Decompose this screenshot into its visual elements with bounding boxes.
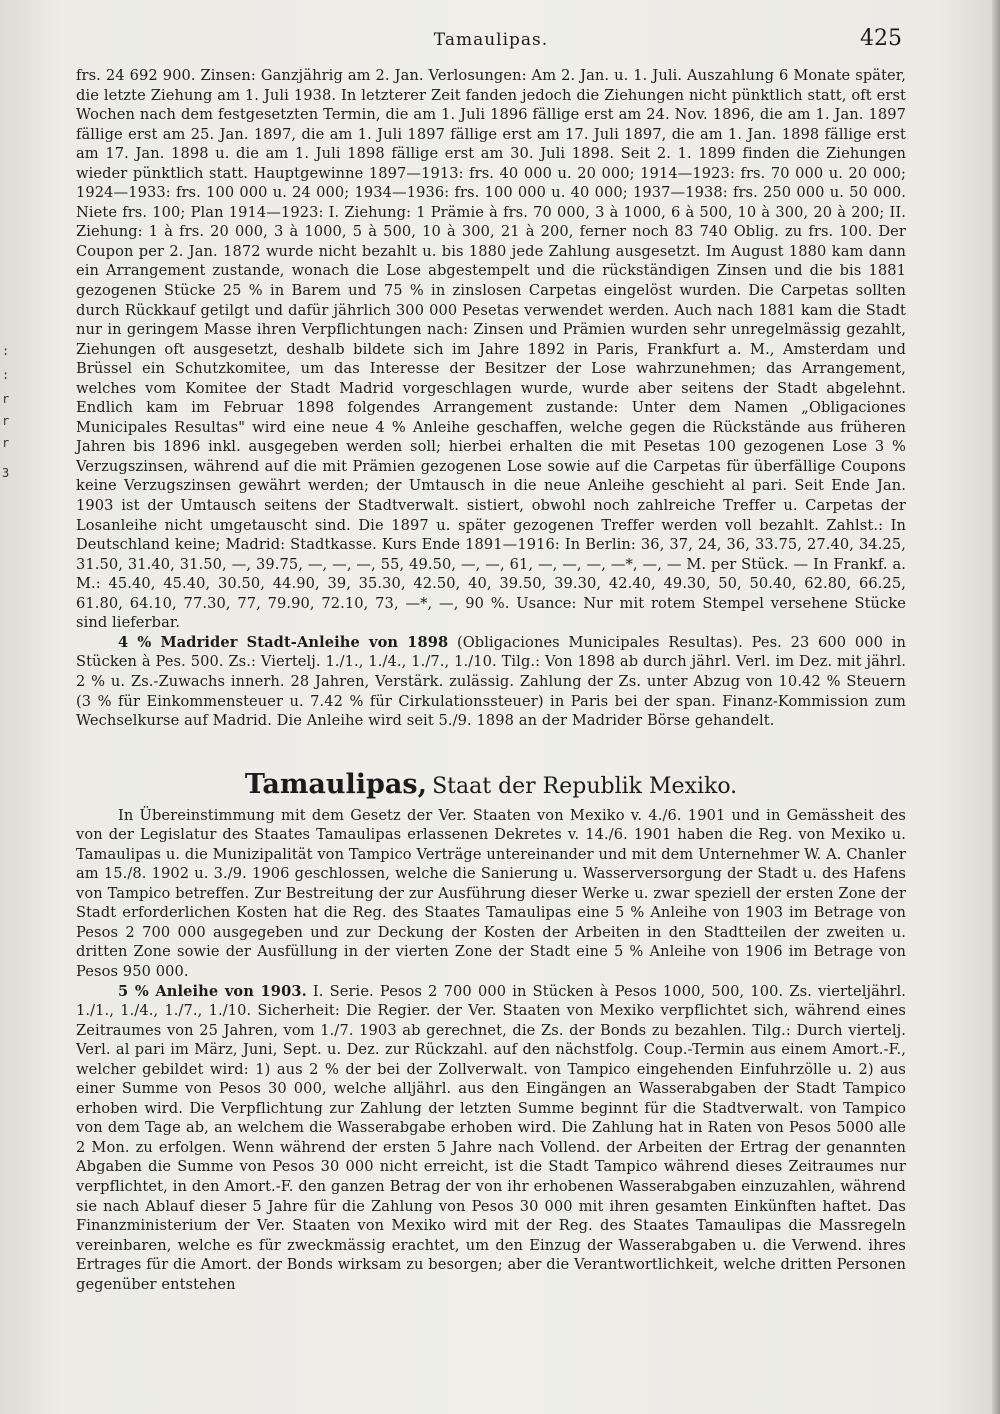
running-title: Tamaulipas. [433, 30, 549, 50]
madrid-1898-paragraph [76, 633, 906, 731]
section-intro-paragraph: In Übereinstimmung mit dem Gesetz der Ver. Staaten von Mexiko v. 4./6. 1901 und in Gemässheit des von der Legislatur des Staates Tamaulipas erlassenen Dekretes v. 14./6. 1901 haben die Reg. von Mexiko u. Tamaulipas u. die Munizipalität von Tampico Verträge untereinander und mit dem Unternehmer W. A. Chanler am 15./8. 1902 u. 3./9. 1906 geschlossen, welche die Sanierung u. Wasserversorgung der Stadt u. des Hafens von Tampico betreffen. Zur Bestreitung der zur Ausführung dieser Werke u. zwar speziell der ersten Zone der Stadt erforderlichen Kosten hat die Reg. des Staates Tamaulipas eine 5 % Anleihe von 1903 im Betrage von Pesos 2 700 000 ausgegeben und zur Deckung der Kosten der Arbeiten in den Stadtteilen der zweiten u. dritten Zone sowie der Ausfüllung in der vierten Zone der Stadt eine 5 % Anleihe von 1906 im Betrage von Pesos 950 000. [76, 806, 906, 980]
gutter-mark: r [2, 414, 10, 428]
madrid-1898-heading: 4 % Madrider Stadt-Anleihe von 1898 [118, 633, 449, 651]
page-content [76, 66, 906, 1294]
gutter-mark: : [2, 344, 10, 358]
section-title [76, 769, 906, 800]
page-number: 425 [860, 26, 902, 51]
loan-1903-text: I. Serie. Pesos 2 700 000 in Stücken à Pesos 1000, 500, 100. Zs. vierteljährl. 1./1., 1./4., 1./7., 1./10. Sicherheit: Die Regier. der Ver. Staaten von Mexiko verpflichtet sich, während eines Zeitraumes von 25 Jahren, vom 1./7. 1903 ab gerechnet, die Zs. der Bonds zu bezahlen. Tilg.: Durch viertelj. Verl. al pari im März, Juni, Sept. u. Dez. zur Rückzahl. auf den nächstfolg. Coup.-Termin aus einem Amort.-F., welcher gebildet wird: 1) aus 2 % der bei der Zollverwalt. von Tampico eingehenden Einfuhrzölle u. 2) aus einer Summe von Pesos 30 000, welche alljährl. aus den Eingängen an Wasserabgaben der Stadt Tampico erhoben wird. Die Verpflichtung zur Zahlung der letzten Summe beginnt für die Stadtverwalt. von Tampico von dem Tage ab, an welchem die Wasserabgabe erhoben wird. Die Zahlung hat in Raten von Pesos 5000 alle 2 Mon. zu erfolgen. Wenn während der ersten 5 Jahre nach Vollend. der Arbeiten der Ertrag der genannten Abgaben die Summe von Pesos 30 000 nicht erreicht, ist die Stadt Tampico während dieses Zeitraumes nur verpflichtet, in den Amort.-F. den ganzen Betrag der von ihr erhobenen Wasserabgaben einzuzahlen, während sie nach Ablauf dieser 5 Jahre für die Zahlung von Pesos 30 000 mit ihren gesamten Einkünften haftet. Das Finanzministerium der Ver. Staaten von Mexiko wird mit der Reg. des Staates Tamaulipas die Massregeln vereinbaren, welche es für zweckmässig erachtet, um den Einzug der Wasserabgaben u. die Verwend. ihres Ertrages für die Amort. der Bonds wirksam zu besorgen; aber die Verantwortlichkeit, welche dritten Personen gegenüber entstehen [76, 982, 906, 1293]
page-header [76, 22, 906, 56]
gutter-mark: r [2, 392, 10, 406]
page-edge-shadow [992, 0, 1000, 1414]
gutter-mark: 3 [2, 466, 10, 480]
section-title-main: Tamaulipas, [244, 768, 427, 800]
loan-1903-heading: 5 % Anleihe von 1903. [118, 982, 307, 1000]
loan-1903-paragraph [76, 982, 906, 1295]
gutter-mark: : [2, 368, 10, 382]
madrid-1898-text: (Obligaciones Municipales Resultas). Pes. 23 600 000 in Stücken à Pes. 500. Zs.: Viertelj. 1./1., 1./4., 1./7., 1./10. Tilg.: Von 1898 ab durch jährl. Verl. im Dez. mit jährl. 2 % u. Zs.-Zuwachs innerh. 28 Jahren, Verstärk. zulässig. Zahlung der Zs. unter Abzug von 10.42 % Steuern (3 % für Einkommensteuer u. 7.42 % für Cirkulationssteuer) in Paris bei der span. Finanz-Kommission zum Wechselkurse auf Madrid. Die Anleihe wird seit 5./9. 1898 an der Madrider Börse gehandelt. [76, 633, 906, 730]
section-title-sub: Staat der Republik Mexiko. [432, 773, 738, 799]
gutter-mark: r [2, 436, 10, 450]
madrid-continuation-paragraph: frs. 24 692 900. Zinsen: Ganzjährig am 2. Jan. Verlosungen: Am 2. Jan. u. 1. Juli. Auszahlung 6 Monate später, die letzte Ziehung am 1. Juli 1938. In letzterer Zeit fanden jedoch die Ziehungen nicht pünktlich statt, oft erst Wochen nach dem festgesetzten Termin, die am 1. Juli 1896 fällige erst am 24. Nov. 1896, die am 1. Jan. 1897 fällige erst am 25. Jan. 1897, die am 1. Juli 1897 fällige erst am 17. Juli 1897, die am 1. Jan. 1898 fällige erst am 17. Jan. 1898 u. die am 1. Juli 1898 fällige erst am 30. Juli 1898. Seit 2. 1. 1899 finden die Ziehungen wieder pünktlich statt. Hauptgewinne 1897—1913: frs. 40 000 u. 20 000; 1914—1923: frs. 70 000 u. 20 000; 1924—1933: frs. 100 000 u. 24 000; 1934—1936: frs. 100 000 u. 40 000; 1937—1938: frs. 250 000 u. 50 000. Niete frs. 100; Plan 1914—1923: I. Ziehung: 1 Prämie à frs. 70 000, 3 à 1000, 6 à 500, 10 à 300, 20 à 200; II. Ziehung: 1 à frs. 20 000, 3 à 1000, 5 à 500, 10 à 300, 21 à 200, ferner noch 83 740 Oblig. zu frs. 100. Der Coupon per 2. Jan. 1872 wurde nicht bezahlt u. bis 1880 jede Zahlung ausgesetzt. Im August 1880 kam dann ein Arrangement zustande, wonach die Lose abgestempelt und die rückständigen Zinsen und die bis 1881 gezogenen Stücke 25 % in Barem und 75 % in zinslosen Carpetas eingelöst wurden. Die Carpetas sollten durch Rückkauf getilgt und dafür jährlich 300 000 Pesetas verwendet werden. Auch nach 1881 kam die Stadt nur in geringem Masse ihren Verpflichtungen nach: Zinsen und Prämien wurden sehr unregelmässig gezahlt, Ziehungen oft ausgesetzt, deshalb bildete sich im Jahre 1892 in Paris, Frankfurt a. M., Amsterdam und Brüssel ein Schutzkomitee, um das Interesse der Besitzer der Lose wahrzunehmen; das Arrangement, welches vom Komitee der Stadt Madrid vorgeschlagen wurde, wurde aber seitens der Stadt abgelehnt. Endlich kam im Februar 1898 folgendes Arrangement zustande: Unter dem Namen „Obligaciones Municipales Resultas" wird eine neue 4 % Anleihe geschaffen, welche gegen die Rückstände aus früheren Jahren bis 1896 inkl. ausgegeben werden soll; hierbei erhalten die mit Pesetas 100 gezogenen Lose 3 % Verzugszinsen, während auf die mit Prämien gezogenen Lose sowie auf die Carpetas für überfällige Coupons keine Verzugszinsen gewährt werden; der Umtausch in die neue Anleihe geschieht al pari. Seit Ende Jan. 1903 ist der Umtausch seitens der Stadtverwalt. sistiert, obwohl noch zahlreiche Treffer u. Carpetas der Losanleihe nicht umgetauscht sind. Die 1897 u. später gezogenen Treffer werden voll bezahlt. Zahlst.: In Deutschland keine; Madrid: Stadtkasse. Kurs Ende 1891—1916: In Berlin: 36, 37, 24, 36, 33.75, 27.40, 34.25, 31.50, 31.40, 31.50, —, 39.75, —, —, —, 55, 49.50, —, —, 61, —, —, —, —*, —, — M. per Stück. — In Frankf. a. M.: 45.40, 45.40, 30.50, 44.90, 39, 35.30, 42.50, 40, 39.50, 39.30, 42.40, 49.30, 50, 50.40, 62.80, 66.25, 61.80, 64.10, 77.30, 77, 79.90, 72.10, 73, —*, —, 90 %. Usance: Nur mit rotem Stempel versehene Stücke sind lieferbar. [76, 67, 906, 632]
